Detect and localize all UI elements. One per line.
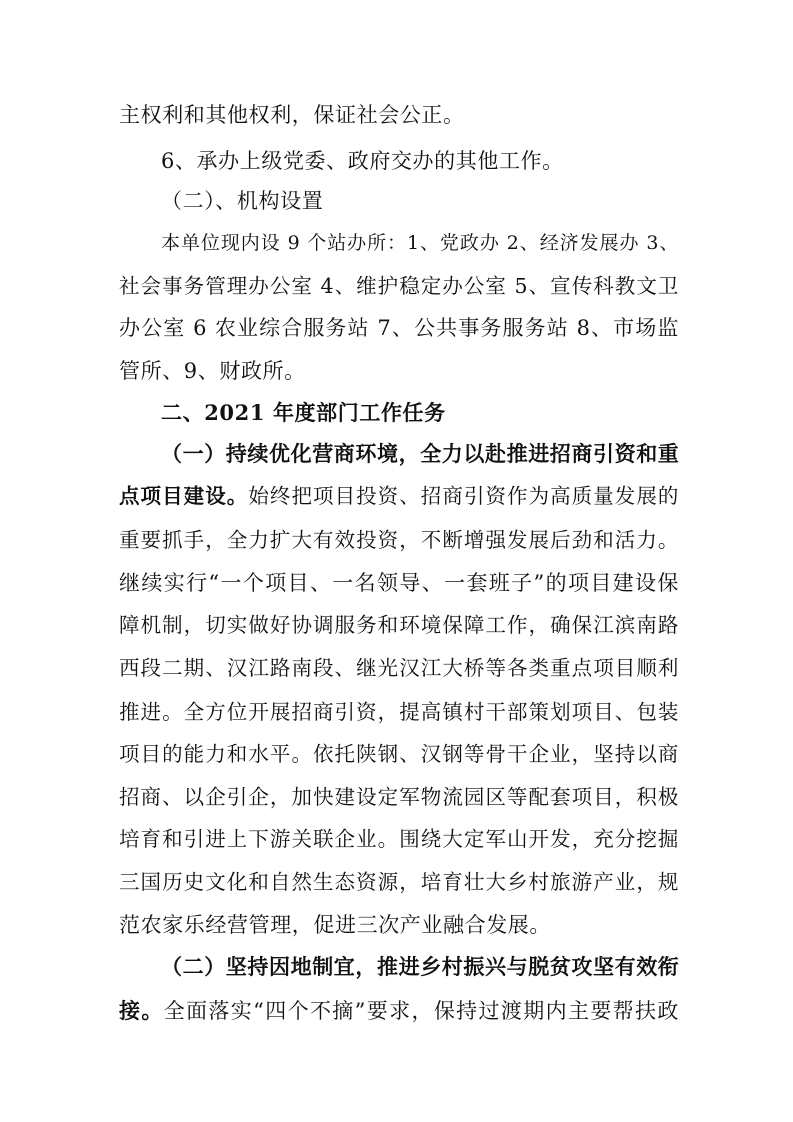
body-text-line: 办公室 6 农业综合服务站 7、公共事务服务站 8、市场监 [119,316,679,340]
section-heading: 二、2021 年度部门工作任务 [161,400,446,425]
body-text-line: 培育和引进上下游关联企业。围绕大定军山开发，充分挖掘 [119,827,679,851]
body-text-line: 接。全面落实“四个不摘”要求，保持过渡期内主要帮扶政 [119,998,679,1023]
body-text-line: 本单位现内设 9 个站办所：1、党政办 2、经济发展办 3、 [161,232,679,254]
bold-lead-line: （二）坚持因地制宜，推进乡村振兴与脱贫攻坚有效衔 [161,954,680,979]
body-text-line: 障机制，切实做好协调服务和环境保障工作，确保江滨南路 [119,613,679,637]
body-text-line: 继续实行“一个项目、一名领导、一套班子”的项目建设保 [119,571,679,595]
body-text-line: 点项目建设。始终把项目投资、招商引资作为高质量发展的 [119,484,679,508]
body-text-line: 三国历史文化和自然生态资源，培育壮大乡村旅游产业，规 [119,870,679,894]
bold-lead-text: 接。 [119,998,164,1023]
body-text-line: 6、承办上级党委、政府交办的其他工作。 [161,149,564,173]
bold-lead-text: 点项目建设。 [119,484,249,508]
body-text-line: 主权利和其他权利，保证社会公正。 [119,103,465,127]
body-text-line: 西段二期、汉江路南段、继光汉江大桥等各类重点项目顺利 [119,656,679,680]
body-text-line: 范农家乐经营管理，促进三次产业融合发展。 [119,913,551,937]
body-text-line: 重要抓手，全力扩大有效投资，不断增强发展后劲和活力。 [119,528,679,552]
body-text-line: 社会事务管理办公室 4、维护稳定办公室 5、宣传科教文卫 [119,274,679,298]
subsection-heading: （二）、机构设置 [161,189,324,213]
body-text-line: 招商、以企引企，加快建设定军物流园区等配套项目，积极 [119,785,679,809]
bold-lead-line: （一）持续优化营商环境，全力以赴推进招商引资和重 [161,441,680,466]
body-text-line: 推进。全方位开展招商引资，提高镇村干部策划项目、包装 [119,700,679,724]
body-text-line: 项目的能力和水平。依托陕钢、汉钢等骨干企业，坚持以商 [119,742,679,766]
body-text-line: 管所、9、财政所。 [119,359,306,383]
